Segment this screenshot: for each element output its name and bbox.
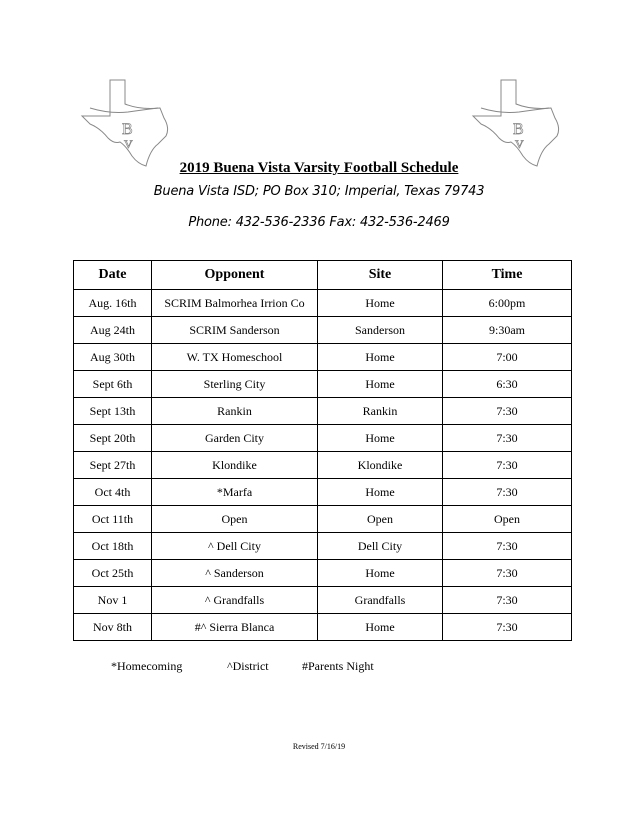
cell-date: Sept 20th [74, 425, 152, 452]
cell-time: Open [443, 506, 572, 533]
cell-opponent: SCRIM Balmorhea Irrion Co [152, 290, 318, 317]
cell-opponent: Rankin [152, 398, 318, 425]
header-date: Date [74, 261, 152, 290]
cell-site: Open [318, 506, 443, 533]
cell-opponent: *Marfa [152, 479, 318, 506]
cell-time: 7:30 [443, 398, 572, 425]
table-row [74, 452, 572, 479]
cell-time: 9:30am [443, 317, 572, 344]
table-row [74, 506, 572, 533]
cell-date: Sept 13th [74, 398, 152, 425]
texas-bv-logo-icon [471, 78, 563, 168]
cell-opponent: #^ Sierra Blanca [152, 614, 318, 641]
revised-date: Revised 7/16/19 [292, 742, 346, 751]
svg-text:B: B [513, 121, 524, 138]
cell-opponent: SCRIM Sanderson [152, 317, 318, 344]
cell-date: Oct 11th [74, 506, 152, 533]
table-row [74, 614, 572, 641]
table-row [74, 290, 572, 317]
table-row [74, 317, 572, 344]
cell-site: Klondike [318, 452, 443, 479]
table-header-row [74, 261, 572, 290]
svg-text:B: B [122, 121, 133, 138]
cell-site: Home [318, 479, 443, 506]
cell-site: Home [318, 560, 443, 587]
cell-date: Aug. 16th [74, 290, 152, 317]
phone-fax: Phone: 432-536-2336 Fax: 432-536-2469 [188, 215, 450, 230]
cell-time: 6:30 [443, 371, 572, 398]
cell-time: 7:30 [443, 533, 572, 560]
legend-district: ^District [227, 659, 269, 673]
cell-opponent: Sterling City [152, 371, 318, 398]
texas-bv-logo-icon [80, 78, 172, 168]
cell-opponent: Klondike [152, 452, 318, 479]
table-row [74, 371, 572, 398]
table-row [74, 560, 572, 587]
cell-date: Oct 4th [74, 479, 152, 506]
cell-opponent: ^ Dell City [152, 533, 318, 560]
cell-time: 7:30 [443, 479, 572, 506]
cell-date: Oct 25th [74, 560, 152, 587]
header-time: Time [443, 261, 572, 290]
cell-site: Home [318, 344, 443, 371]
table-row [74, 344, 572, 371]
table-row [74, 398, 572, 425]
table-row [74, 479, 572, 506]
cell-date: Oct 18th [74, 533, 152, 560]
cell-opponent: Open [152, 506, 318, 533]
table-row [74, 533, 572, 560]
cell-site: Sanderson [318, 317, 443, 344]
cell-time: 7:30 [443, 587, 572, 614]
cell-opponent: ^ Sanderson [152, 560, 318, 587]
svg-text:V: V [124, 137, 133, 151]
svg-text:V: V [515, 137, 524, 151]
header-site: Site [318, 261, 443, 290]
cell-site: Grandfalls [318, 587, 443, 614]
cell-date: Sept 27th [74, 452, 152, 479]
cell-site: Home [318, 425, 443, 452]
cell-time: 7:00 [443, 344, 572, 371]
table-row [74, 425, 572, 452]
legend-homecoming: *Homecoming [111, 659, 183, 673]
cell-opponent: W. TX Homeschool [152, 344, 318, 371]
cell-site: Home [318, 614, 443, 641]
cell-date: Nov 1 [74, 587, 152, 614]
cell-time: 7:30 [443, 452, 572, 479]
page-title [0, 160, 638, 177]
header-opponent: Opponent [152, 261, 318, 290]
cell-date: Nov 8th [74, 614, 152, 641]
cell-opponent: ^ Grandfalls [152, 587, 318, 614]
cell-date: Sept 6th [74, 371, 152, 398]
cell-time: 7:30 [443, 425, 572, 452]
cell-opponent: Garden City [152, 425, 318, 452]
cell-site: Home [318, 290, 443, 317]
cell-site: Dell City [318, 533, 443, 560]
schedule-table [73, 260, 572, 641]
table-row [74, 587, 572, 614]
title-text: 2019 Buena Vista Varsity Football Schedule [179, 160, 459, 176]
cell-time: 7:30 [443, 560, 572, 587]
address: Buena Vista ISD; PO Box 310; Imperial, Texas 79743 [153, 184, 485, 199]
legend-parents-night: #Parents Night [302, 659, 374, 673]
cell-time: 7:30 [443, 614, 572, 641]
cell-date: Aug 24th [74, 317, 152, 344]
cell-time: 6:00pm [443, 290, 572, 317]
cell-date: Aug 30th [74, 344, 152, 371]
cell-site: Home [318, 371, 443, 398]
cell-site: Rankin [318, 398, 443, 425]
